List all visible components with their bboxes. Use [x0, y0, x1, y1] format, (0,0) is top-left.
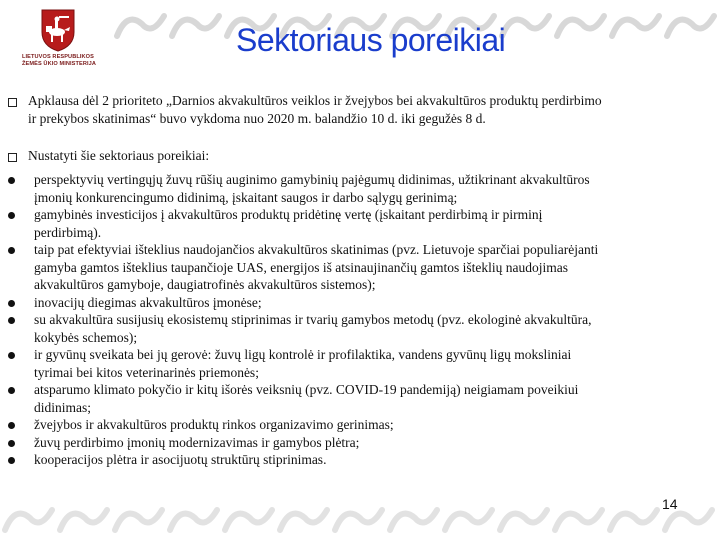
needs-list [8, 171, 708, 469]
list-item: su akvakultūra susijusių ekosistemų stiprinimas ir tvarių gamybos metodų (pvz. ekologinė akvakultūra, kokybės schemos); [8, 311, 708, 346]
intro-line-2: ir prekybos skatinimas“ buvo vykdoma nuo 2020 m. balandžio 10 d. iki gegužės 8 d. [28, 111, 486, 126]
bullet-dot [8, 440, 15, 447]
list-item: perspektyvių vertingųjų žuvų rūšių auginimo gamybinių pajėgumų didinimas, užtikrinant akvakultūros įmonių konkurencingumo didinimą, įskaitant saugos ir darbo sąlygų gerinimą; [8, 171, 708, 206]
page-title: Sektoriaus poreikiai [236, 22, 506, 58]
bullet-dot [8, 317, 15, 324]
list-item: ir gyvūnų sveikata bei jų gerovė: žuvų ligų kontrolė ir profilaktika, vandens gyvūnų ligų moksliniai tyrimai bei kitos veterinarinės priemonės; [8, 346, 708, 381]
intro-checkbox-bullet [8, 98, 17, 107]
bullet-dot [8, 387, 15, 394]
bullet-dot [8, 457, 15, 464]
bullet-dot [8, 300, 15, 307]
needs-heading: Nustatyti šie sektoriaus poreikiai: [28, 148, 210, 163]
bullet-dot [8, 177, 15, 184]
bullet-dot [8, 422, 15, 429]
logo-line-2: ŽEMĖS ŪKIO MINISTERIJA [22, 60, 96, 67]
page-number: 14 [662, 496, 678, 512]
list-item: inovacijų diegimas akvakultūros įmonėse; [8, 294, 708, 312]
bullet-dot [8, 247, 15, 254]
list-item: taip pat efektyviai išteklius naudojančios akvakultūros skatinimas (pvz. Lietuvoje sparčiai populiarėjanti gamyba gamtos išteklius taupančioje UAS, energijos iš atsinaujinančių gamtos išteklių naudojimas akvakultūros gamyboje, daugiatrofinės akvakultūros sistemos); [8, 241, 708, 294]
ornament-band-bottom [0, 500, 720, 540]
intro-line-1: Apklausa dėl 2 prioriteto „Darnios akvakultūros veiklos ir žvejybos bei akvakultūros produktų perdirbimo [28, 93, 602, 108]
ministry-logo [6, 8, 110, 76]
bullet-dot [8, 352, 15, 359]
list-item: žvejybos ir akvakultūros produktų rinkos organizavimo gerinimas; [8, 416, 708, 434]
needs-checkbox-bullet [8, 153, 17, 162]
list-item: žuvų perdirbimo įmonių modernizavimas ir gamybos plėtra; [8, 434, 708, 452]
list-item: kooperacijos plėtra ir asocijuotų struktūrų stiprinimas. [8, 451, 708, 469]
coat-of-arms-icon [32, 8, 84, 52]
list-item: gamybinės investicijos į akvakultūros produktų pridėtinę vertę (įskaitant perdirbimą ir pirminį perdirbimą). [8, 206, 708, 241]
bullet-dot [8, 212, 15, 219]
list-item: atsparumo klimato pokyčio ir kitų išorės veiksnių (pvz. COVID-19 pandemiją) neigiamam poveikiui didinimas; [8, 381, 708, 416]
logo-line-1: LIETUVOS RESPUBLIKOS [22, 54, 94, 60]
